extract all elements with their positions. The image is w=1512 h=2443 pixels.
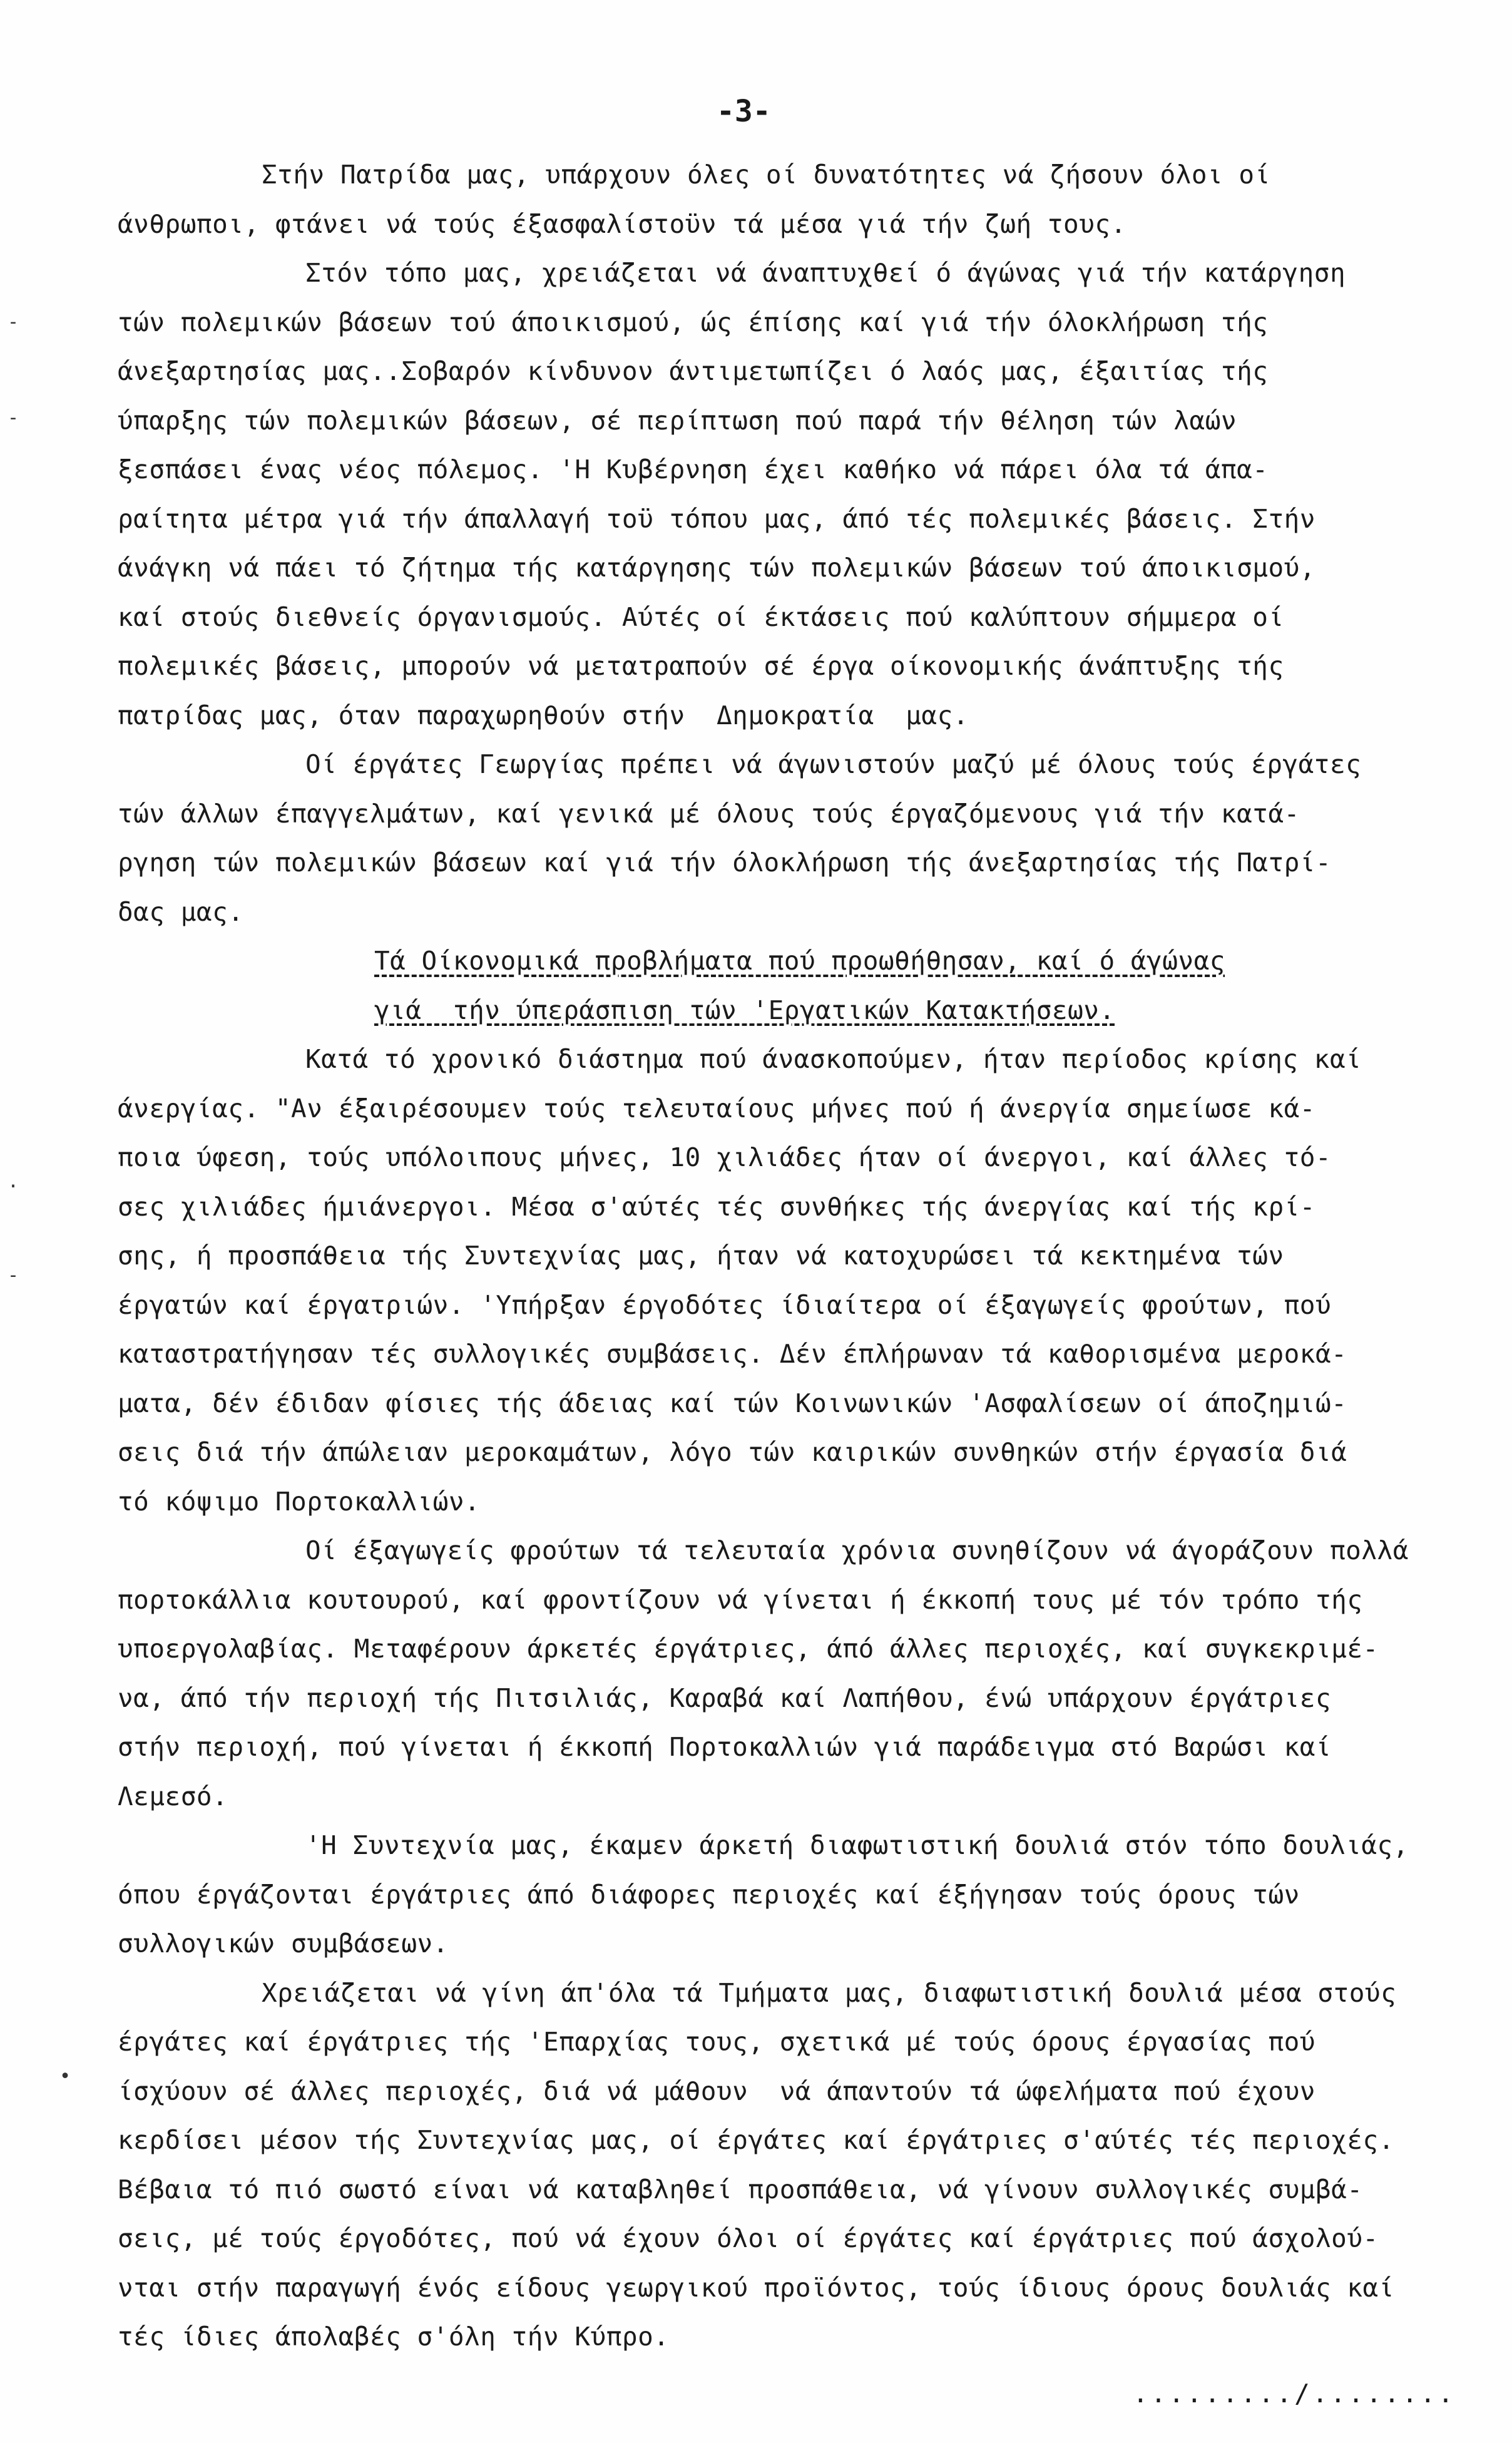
text-line: σεις, μέ τούς έργοδότες, πού νά έχουν όλοι οί έργάτες καί έργάτριες πού άσχολού- xyxy=(118,2223,1379,2253)
signature-dots: ........./........ xyxy=(1133,2379,1456,2409)
text-line: Οί έργάτες Γεωργίας πρέπει νά άγωνιστούν μαζύ μέ όλους τούς έργάτες xyxy=(305,749,1362,779)
text-line: τό κόψιμο Πορτοκαλλιών. xyxy=(118,1486,481,1517)
text-line: Οί έξαγωγείς φρούτων τά τελευταία χρόνια συνηθίζουν νά άγοράζουν πολλά xyxy=(305,1535,1409,1565)
text-line: νται στήν παραγωγή ένός είδους γεωργικού προϊόντος, τούς ίδιους όρους δουλιάς καί xyxy=(118,2272,1394,2303)
text-line: να, άπό τήν περιοχή τής Πιτσιλιάς, Καραβά καί Λαπήθου, ένώ υπάρχουν έργάτριες xyxy=(118,1682,1332,1713)
text-line: σες χιλιάδες ήμιάνεργοι. Μέσα σ'αύτές τές συνθήκες τής άνεργίας καί τής κρί- xyxy=(118,1191,1315,1222)
text-line: ργηση τών πολεμικών βάσεων καί γιά τήν όλοκλήρωση τής άνεξαρτησίας τής Πατρί- xyxy=(118,848,1332,878)
text-line: άνθρωποι, φτάνει νά τούς έξασφαλίστοϋν τά μέσα γιά τήν ζωή τους. xyxy=(118,208,1126,239)
text-line: Κατά τό χρονικό διάστημα πού άνασκοπούμεν, ήταν περίοδος κρίσης καί xyxy=(305,1044,1362,1074)
document-body xyxy=(118,150,1507,2362)
text-line: συλλογικών συμβάσεων. xyxy=(118,1928,449,1959)
text-line: στήν περιοχή, πού γίνεται ή έκκοπή Πορτοκαλλιών γιά παράδειγμα στό Βαρώσι καί xyxy=(118,1732,1332,1762)
text-line: Στόν τόπο μας, χρειάζεται νά άναπτυχθεί ό άγώνας γιά τήν κατάργηση xyxy=(305,258,1346,288)
text-line: άνεργίας. "Αν έξαιρέσουμεν τούς τελευταίους μήνες πού ή άνεργία σημείωσε κά- xyxy=(118,1093,1315,1124)
text-line: Βέβαια τό πιό σωστό είναι νά καταβληθεί προσπάθεια, νά γίνουν συλλογικές συμβά- xyxy=(118,2174,1363,2205)
page-number: -3- xyxy=(717,94,771,129)
text-line: ξεσπάσει ένας νέος πόλεμος. 'Η Κυβέρνηση έχει καθήκο νά πάρει όλα τά άπα- xyxy=(118,454,1269,484)
text-line: άνάγκη νά πάει τό ζήτημα τής κατάργησης τών πολεμικών βάσεων τού άποικισμού, xyxy=(118,553,1315,583)
text-line: υποεργολαβίας. Μεταφέρουν άρκετές έργάτριες, άπό άλλες περιοχές, καί συγκεκριμέ- xyxy=(118,1634,1379,1664)
text-line: πολεμικές βάσεις, μπορούν νά μετατραπούν σέ έργα οίκονομικής άνάπτυξης τής xyxy=(118,651,1284,681)
text-line: κερδίσει μέσον τής Συντεχνίας μας, οί έργάτες καί έργάτριες σ'αύτές τές περιοχές. xyxy=(118,2125,1394,2155)
text-line: πορτοκάλλια κουτουρού, καί φροντίζουν νά γίνεται ή έκκοπή τους μέ τόν τρόπο τής xyxy=(118,1584,1363,1615)
text-line: ύπαρξης τών πολεμικών βάσεων, σέ περίπτωση πού παρά τήν θέληση τών λαών xyxy=(118,405,1237,436)
margin-mark: • xyxy=(59,2066,71,2087)
section-heading-line: γιά τήν ύπεράσπιση τών 'Εργατικών Κατακτήσεων. xyxy=(374,995,1115,1025)
margin-mark: - xyxy=(8,311,19,333)
text-line: τών πολεμικών βάσεων τού άποικισμού, ώς έπίσης καί γιά τήν όλοκλήρωση τής xyxy=(118,307,1269,337)
margin-mark: - xyxy=(8,407,19,429)
text-line: ίσχύουν σέ άλλες περιοχές, διά νά μάθουν νά άπαντούν τά ώφελήματα πού έχουν xyxy=(118,2076,1315,2106)
text-line: καταστρατήγησαν τές συλλογικές συμβάσεις. Δέν έπλήρωναν τά καθορισμένα μεροκά- xyxy=(118,1339,1347,1369)
section-heading-line: Τά Οίκονομικά προβλήματα πού προωθήθησαν, καί ό άγώνας xyxy=(374,946,1225,976)
text-line: Χρειάζεται νά γίνη άπ'όλα τά Τμήματα μας, διαφωτιστική δουλιά μέσα στούς xyxy=(262,1977,1397,2008)
text-line: πατρίδας μας, όταν παραχωρηθούν στήν Δημοκρατία μας. xyxy=(118,700,969,730)
text-line: τών άλλων έπαγγελμάτων, καί γενικά μέ όλους τούς έργαζόμενους γιά τήν κατά- xyxy=(118,798,1300,829)
text-line: όπου έργάζονται έργάτριες άπό διάφορες περιοχές καί έξήγησαν τούς όρους τών xyxy=(118,1879,1300,1910)
text-line: Στήν Πατρίδα μας, υπάρχουν όλες οί δυνατότητες νά ζήσουν όλοι οί xyxy=(262,160,1270,190)
text-line: ραίτητα μέτρα γιά τήν άπαλλαγή τοϋ τόπου μας, άπό τές πολεμικές βάσεις. Στήν xyxy=(118,503,1315,534)
text-line: ποια ύφεση, τούς υπόλοιπους μήνες, 10 χιλιάδες ήταν οί άνεργοι, καί άλλες τό- xyxy=(118,1142,1332,1172)
text-line: έργάτες καί έργάτριες τής 'Επαρχίας τους, σχετικά μέ τούς όρους έργασίας πού xyxy=(118,2027,1315,2057)
text-line: έργατών καί έργατριών. 'Υπήρξαν έργοδότες ίδιαίτερα οί έξαγωγείς φρούτων, πού xyxy=(118,1289,1332,1320)
text-line: άνεξαρτησίας μας..Σοβαρόν κίνδυνον άντιμετωπίζει ό λαός μας, έξαιτίας τής xyxy=(118,356,1269,386)
text-line: καί στούς διεθνείς όργανισμούς. Αύτές οί έκτάσεις πού καλύπτουν σήμμερα οί xyxy=(118,602,1284,632)
text-line: δας μας. xyxy=(118,896,244,927)
text-line: σης, ή προσπάθεια τής Συντεχνίας μας, ήταν νά κατοχυρώσει τά κεκτημένα τών xyxy=(118,1241,1284,1271)
text-line: ματα, δέν έδιδαν φίσιες τής άδειας καί τών Κοινωνικών 'Ασφαλίσεων οί άποζημιώ- xyxy=(118,1388,1347,1418)
text-line: τές ίδιες άπολαβές σ'όλη τήν Κύπρο. xyxy=(118,2322,670,2352)
margin-mark: - xyxy=(8,1264,19,1286)
text-line: Λεμεσό. xyxy=(118,1781,228,1811)
margin-mark: . xyxy=(8,1170,19,1192)
text-line: σεις διά τήν άπώλειαν μεροκαμάτων, λόγο τών καιρικών συνθηκών στήν έργασία διά xyxy=(118,1437,1347,1467)
text-line: 'Η Συντεχνία μας, έκαμεν άρκετή διαφωτιστική δουλιά στόν τόπο δουλιάς, xyxy=(305,1830,1409,1860)
